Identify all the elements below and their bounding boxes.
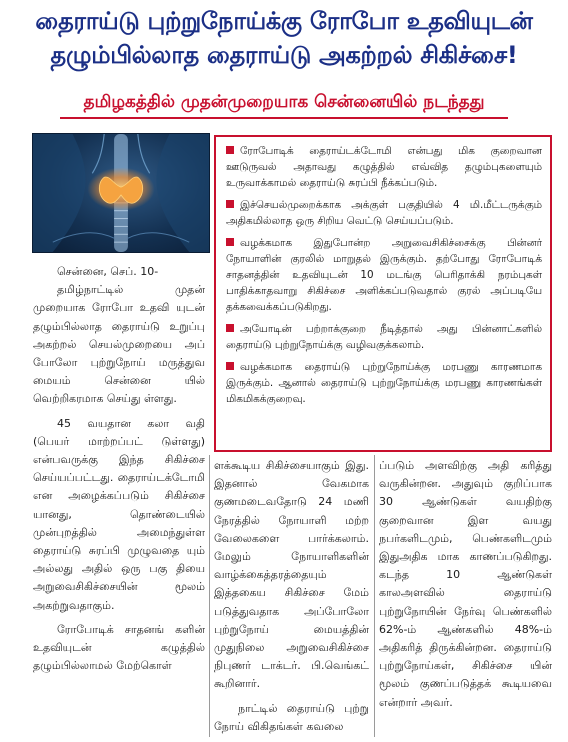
thyroid-anatomy-illustration — [32, 133, 210, 253]
headline — [0, 4, 568, 72]
dateline: சென்னை, செப். 10- — [57, 265, 159, 278]
highlight-item: இச்செயல்முறைக்காக அக்குள் பகுதியில் 4 மி.மீட்டருக்கும் அதிகமில்லாத ஒரு சிறிய வெட்டு செய்யப்படும். — [226, 199, 542, 227]
subhead-underline — [60, 117, 508, 119]
article-paragraph: நாட்டில் தைராய்டு புற்று நோய் விகிதங்கள் கவலை — [214, 701, 369, 733]
square-bullet-icon — [226, 362, 234, 370]
square-bullet-icon — [226, 200, 234, 208]
article-paragraph: ளக்கூடிய சிகிச்சையாகும் இது. இதனால் வேகமாக குணமடைவதோடு 24 மணி நேரத்தில் நோயாளி மற்ற வேலைகளை பார்க்கலாம். மேலும் நோயாளிகளின் வாழ்க்கைத்தரத்தையும் இத்தகைய சிகிச்சை மேம் படுத்துவதாக அப்போலோ புற்றுநோய் மையத்தின் முதுநிலை அறுவைசிகிச்சை நிபுணர் டாக்டர். பி.வெங்கட் கூறினார். — [214, 459, 369, 691]
article-column-1 — [33, 263, 205, 681]
article-column-3 — [379, 457, 552, 718]
article-paragraph: தமிழ்நாட்டில் முதன் முறையாக ரோபோ உதவி யுடன் தழும்பில்லாத தைராய்டு உறுப்பு அகற்றல் செயல்முறையை அப் போலோ புற்றுநோய் மருத்துவ மையம் சென்னை யில் வெற்றிகரமாக செய்து ள்ளது. — [33, 283, 205, 406]
column-divider — [209, 455, 210, 737]
article-column-2 — [214, 457, 369, 742]
highlight-item: அயோடின் பற்றாக்குறை நீடித்தால் அது பின்னாட்களில் தைராய்டு புற்றுநோய்க்கு வழிவகுக்கலாம். — [226, 323, 542, 351]
article-paragraph: ப்படும் அளவிற்கு அதி கரித்து வருகின்றன. அதுவும் குறிப்பாக 30 ஆண்டுகள் வயதிற்கு குறைவான இள வயது நபர்களிடமும், பெண்களிடமும் இதுஅதிக மாக காணப்படுகிறது. கடந்த 10 ஆண்டுகள் காலஅளவில் தைராய்டு புற்றுநோயின் நேர்வு பெண்களில் 62%-ம் ஆண்களில் 48%-ம் அதிகரித் திருக்கின்றன. தைராய்டு புற்றுநோய்கள், சிகிச்சை யின் மூலம் குணப்படுத்தக் கூடியவை என்றார் அவர். — [379, 459, 552, 709]
article-paragraph: 45 வயதான கலா வதி (பெயர் மாற்றப்பட் டுள்ளது) என்பவருக்கு இந்த சிகிச்சை செய்யப்பட்டது. தைராய்டக்டோமி என அழைக்கப்படும் சிகிச்சை யானது, தொண்டையில் முன்புறத்தில் அமைந்துள்ள தைராய்டு சுரப்பி முழுவதை யும் அல்லது அதில் ஒரு பகு தியை அறுவைசிகிச்சையின் மூலம் அகற்றுவதாகும். — [33, 416, 205, 612]
square-bullet-icon — [226, 324, 234, 332]
highlight-item: வழக்கமாக இதுபோன்ற அறுவைசிகிச்சைக்கு பின்னர் நோயாளின் குரலில் மாறுதல் இருக்கும். தற்போது ரோபோடிக் சாதனத்தின் உதவியுடன் 10 மடங்கு பெரிதாக்கி நரம்புகள் பாதிக்காதவாறு சிகிச்சை அளிக்கப்படுவதால் குரல் அப்படியே தக்கவைக்கப்படுகிறது. — [226, 237, 542, 313]
column-divider — [374, 455, 375, 737]
highlight-item: வழக்கமாக தைராய்டு புற்றுநோய்க்கு மரபணு காரணமாக இருக்கும். ஆனால் தைராய்டு புற்றுநோய்க்கு மரபணு காரணங்கள் மிகமிகக்குறைவு. — [226, 361, 542, 405]
highlights-list — [226, 143, 542, 407]
highlight-item: ரோபோடிக் தைராய்டக்டோமி என்பது மிக குறைவான ஊடுருவல் அதாவது கழுத்தில் எவ்வித தழும்புகளையும் உருவாக்காமல் தைராய்டு சுரப்பி நீக்கப்படும். — [226, 145, 542, 189]
headline-line-2: தழும்பில்லாத தைராய்டு அகற்றல் சிகிச்சை! — [50, 41, 518, 69]
subheadline: தமிழகத்தில் முதன்முறையாக சென்னையில் நடந்தது — [83, 92, 485, 112]
thyroid-anatomy-icon — [33, 134, 209, 252]
article-paragraph: ரோபோடிக் சாதனங் களின் உதவியுடன் கழுத்தில் தழும்பில்லாமல் மேற்கொள் — [33, 622, 205, 673]
square-bullet-icon — [226, 238, 234, 246]
headline-line-1: தைராய்டு புற்றுநோய்க்கு ரோபோ உதவியுடன் — [35, 7, 533, 35]
highlights-box — [214, 135, 552, 452]
square-bullet-icon — [226, 146, 234, 154]
